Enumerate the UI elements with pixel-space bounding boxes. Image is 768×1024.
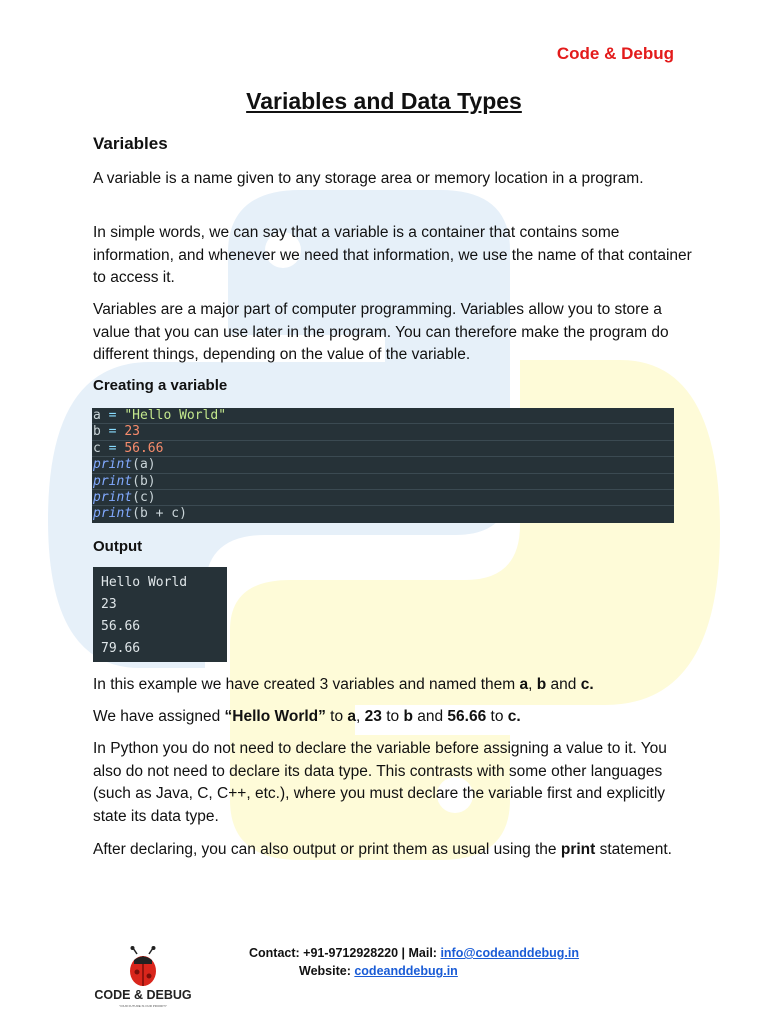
output-heading: Output (93, 538, 143, 555)
text-run: We have assigned (93, 708, 225, 725)
value-text: 56.66 (447, 708, 487, 725)
code-token: (b + c) (132, 506, 187, 522)
code-and-debug-logo (92, 946, 194, 1010)
footer-website (299, 964, 458, 978)
paragraph-python-no-declare: In Python you do not need to declare the variable before assigning a value to it. You also do not need to declare its data type. This contrasts with some other languages (such as Java, C, C++, etc.), where you must declare the variable first and explicitly state its data type. (93, 740, 667, 825)
code-token: "Hello World" (124, 408, 227, 423)
creating-variable-heading: Creating a variable (93, 377, 228, 394)
code-token: = (108, 408, 117, 423)
ladybug-icon (92, 946, 194, 990)
output-line: 23 (101, 597, 117, 612)
output-line: 56.66 (101, 619, 141, 634)
output-line: 79.66 (101, 641, 141, 656)
variable-name: b (536, 676, 547, 693)
value-text: “Hello World” (224, 708, 326, 725)
text-run: and (412, 708, 448, 725)
paragraph-print-statement (93, 839, 693, 862)
text-run: After declaring, you can also output or print them as usual using the (93, 841, 561, 858)
code-line (92, 408, 674, 424)
code-token: print (93, 489, 133, 505)
page-title: Variables and Data Types (246, 88, 522, 114)
text-run: to (381, 708, 404, 725)
text-run: and (546, 676, 581, 693)
contact-label: Contact: +91-9712928220 | Mail: (249, 946, 441, 960)
logo-text: CODE & DEBUG (94, 988, 192, 1002)
code-line (92, 506, 674, 522)
output-line: Hello World (101, 575, 188, 590)
code-token: c (93, 440, 101, 456)
output-block (93, 567, 227, 662)
text-run: , (356, 708, 365, 725)
code-token: b (93, 424, 101, 440)
logo-tagline: YOUR FUTURE IS OUR PRIORITY (119, 1004, 167, 1008)
website-label: Website: (299, 964, 355, 978)
code-block (92, 408, 674, 523)
paragraph-simple-words: In simple words, we can say that a variable is a container that contains some information, and whenever we need that information, we use the name of that container to access it. (93, 224, 692, 286)
code-line (92, 457, 674, 473)
text-run: to (325, 708, 348, 725)
brand-header: Code & Debug (556, 44, 674, 63)
code-line (92, 490, 674, 506)
code-token: (c) (132, 489, 156, 505)
code-token: print (93, 506, 133, 522)
keyword-print: print (560, 841, 596, 858)
text-run: , (528, 676, 537, 693)
code-line (92, 474, 674, 490)
paragraph-definition: A variable is a name given to any storage area or memory location in a program. (93, 170, 644, 187)
code-line (92, 441, 674, 457)
variable-name: c. (507, 708, 521, 725)
code-line (92, 424, 674, 440)
text-run: In this example we have created 3 variables and named them (93, 676, 520, 693)
paragraph-example-variables (93, 674, 693, 697)
code-token: 23 (124, 424, 140, 440)
mail-link[interactable]: info@codeanddebug.in (440, 946, 580, 960)
variable-name: a (347, 708, 357, 725)
code-token: print (93, 473, 133, 489)
footer-contact (249, 946, 579, 960)
variable-name: a (519, 676, 529, 693)
paragraph-example-assigned (93, 706, 693, 729)
code-token: = (108, 424, 117, 440)
code-token: (a) (132, 457, 156, 473)
code-token: (b) (132, 473, 156, 489)
value-text: 23 (364, 708, 382, 725)
page-footer (0, 946, 768, 1016)
variable-name: b (403, 708, 413, 725)
code-token: 56.66 (124, 440, 164, 456)
text-run: statement. (595, 841, 672, 858)
code-token: print (93, 457, 133, 473)
paragraph-major-part: Variables are a major part of computer programming. Variables allow you to store a value that you can use later in the program. You can therefore make the program do different things, depending on the value of the variable. (93, 301, 669, 363)
section-heading-variables: Variables (93, 134, 168, 153)
variable-name: c. (580, 676, 594, 693)
text-run: to (486, 708, 508, 725)
website-link[interactable]: codeanddebug.in (354, 964, 458, 978)
code-token: a (93, 408, 101, 423)
code-token: = (108, 440, 117, 456)
